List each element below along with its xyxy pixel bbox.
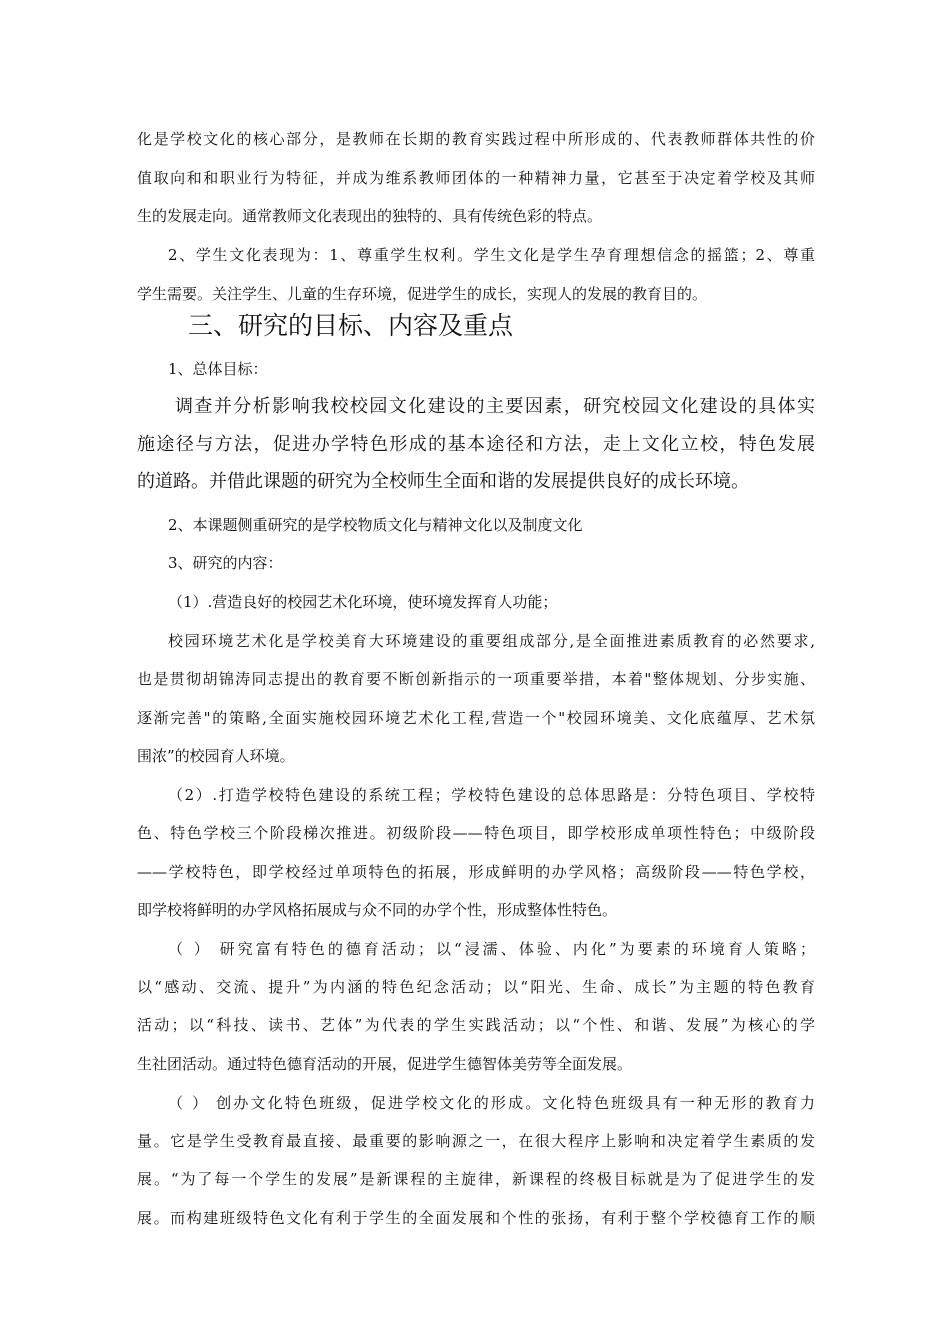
section-heading: 三、研究的目标、内容及重点 [188,311,514,340]
item-label: 1、总体目标： [168,360,268,378]
body-text-line: （ ） 研究富有特色的德育活动；以“浸濡、体验、内化”为要素的环境育人策略； [168,940,815,958]
body-text-line: 校园环境艺术化是学校美育大环境建设的重要组成部分,是全面推进素质教育的必然要求, [168,632,815,650]
body-text-line: 即学校将鲜明的办学风格拓展成与众不同的办学个性，形成整体性特色。 [137,901,618,919]
body-text-line: 值取向和和职业行为特征，并成为维系教师团体的一种精神力量，它甚至于决定着学校及其师 [137,169,815,187]
body-text-line: 色、特色学校三个阶段梯次推进。初级阶段——特色项目，即学校形成单项性特色；中级阶段 [137,824,815,842]
body-text-line: 展。而构建班级特色文化有利于学生的全面发展和个性的张扬，有利于整个学校德育工作的顺 [137,1209,815,1227]
body-text-line: 化是学校文化的核心部分，是教师在长期的教育实践过程中所形成的、代表教师群体共性的价 [137,130,815,148]
subsection-title: （1）.营造良好的校园艺术化环境，使环境发挥育人功能； [168,593,558,611]
body-text-line: （2）.打造学校特色建设的系统工程；学校特色建设的总体思路是：分特色项目、学校特 [168,786,815,804]
body-text-line: 生的发展走向。通常教师文化表现出的独特的、具有传统色彩的特点。 [137,207,603,225]
body-text-line: 展。“为了每一个学生的发展”是新课程的主旋律，新课程的终极目标就是为了促进学生的发 [137,1170,815,1188]
body-text-line: 生社团活动。通过特色德育活动的开展，促进学生德智体美劳等全面发展。 [137,1055,633,1073]
body-text-line: 也是贯彻胡锦涛同志提出的教育要不断创新指示的一项重要举措，本着"整体规划、分步实施、 [137,670,815,688]
item-text: 2、本课题侧重研究的是学校物质文化与精神文化以及制度文化 [168,516,583,534]
body-text-line: 2、学生文化表现为：1、尊重学生权利。学生文化是学生孕育理想信念的摇篮；2、尊重 [168,246,815,264]
body-text-line: 施途径与方法，促进办学特色形成的基本途径和方法，走上文化立校，特色发展 [137,434,815,455]
body-text-line: 调查并分析影响我校校园文化建设的主要因素，研究校园文化建设的具体实 [175,396,815,417]
body-text-line: 的道路。并借此课题的研究为全校师生全面和谐的发展提供良好的成长环境。 [137,471,749,492]
body-text-line: 活动；以“科技、读书、艺体”为代表的学生实践活动；以“个性、和谐、发展”为核心的学 [137,1016,815,1034]
body-text-line: 量。它是学生受教育最直接、最重要的影响源之一，在很大程序上影响和决定着学生素质的发 [137,1132,815,1150]
body-text-line: 逐渐完善"的策略,全面实施校园环境艺术化工程,营造一个"校园环境美、文化底蕴厚、艺术氛 [137,709,815,727]
body-text-line: （ ） 创办文化特色班级，促进学校文化的形成。文化特色班级具有一种无形的教育力 [168,1094,815,1112]
body-text-line: 学生需要。关注学生、儿童的生存环境，促进学生的成长，实现人的发展的教育目的。 [137,285,708,303]
body-text-line: 以“感动、交流、提升”为内涵的特色纪念活动；以“阳光、生命、成长”为主题的特色教育 [137,978,815,996]
item-text: 3、研究的内容： [168,554,283,572]
body-text-line: ——学校特色，即学校经过单项特色的拓展，形成鲜明的办学风格；高级阶段——特色学校， [137,863,815,881]
body-text-line: 围浓”的校园育人环境。 [137,747,295,765]
